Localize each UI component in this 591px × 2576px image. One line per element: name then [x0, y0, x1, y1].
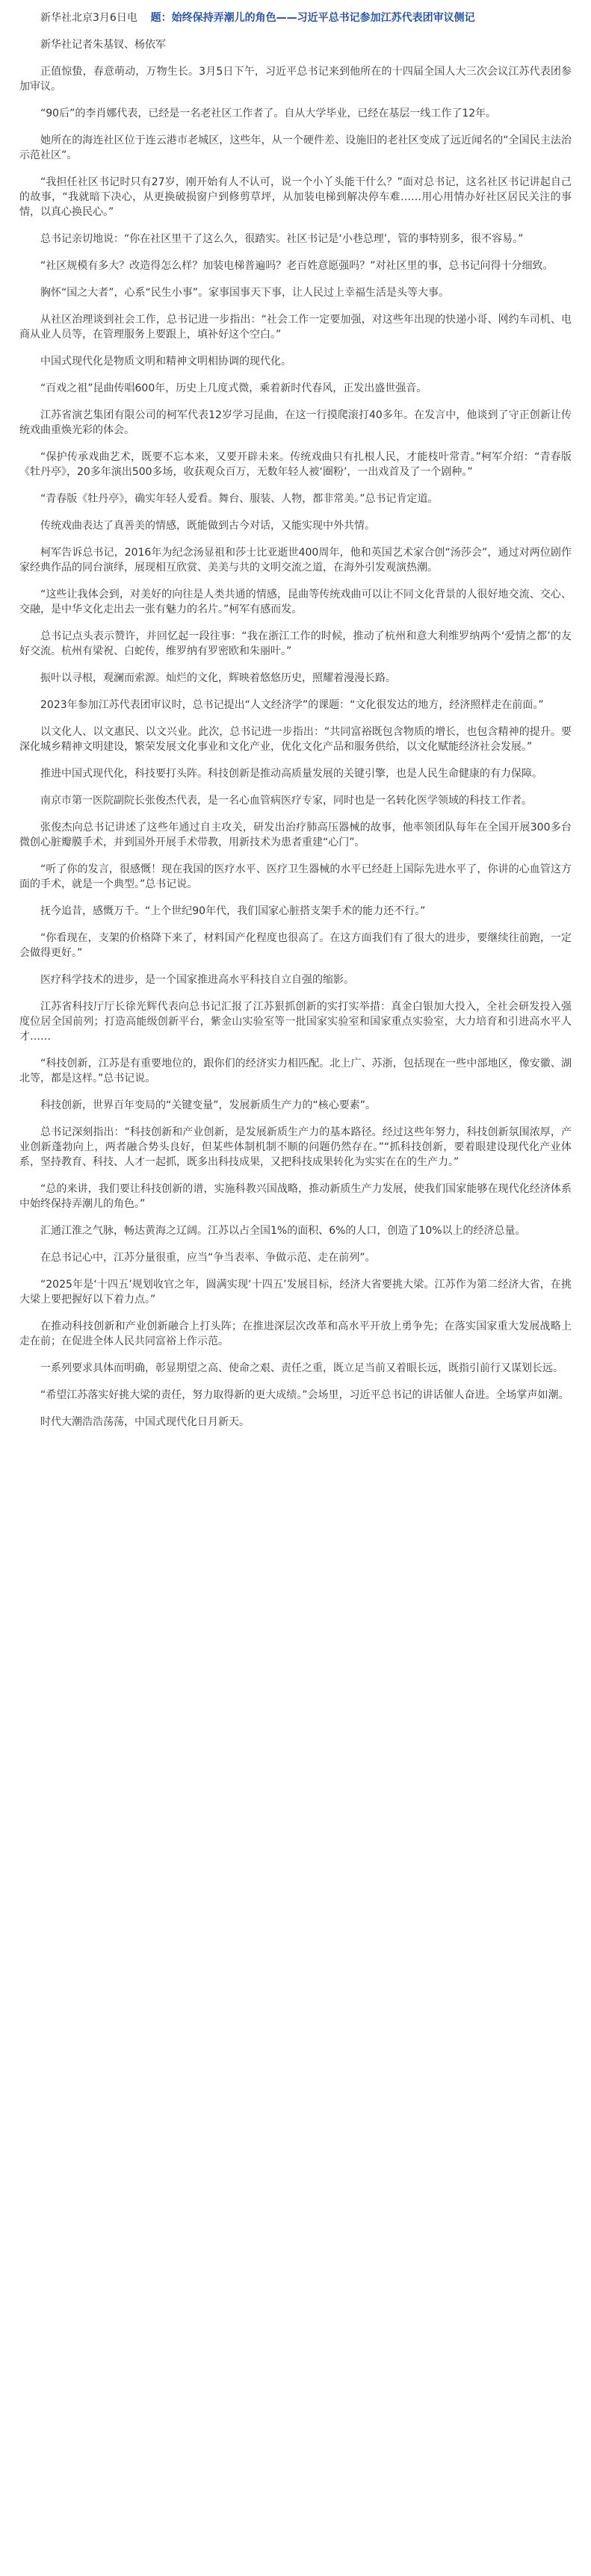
paragraph: “希望江苏落实好挑大梁的责任，努力取得新的更大成绩。”会场里，习近平总书记的讲话催人奋进。全场掌声如潮。	[40, 1389, 569, 1401]
paragraph: 汇通江淮之气脉，畅达黄海之辽阔。江苏以占全国1%的面积、6%的人口，创造了10%以上的经济总量。	[40, 1225, 526, 1237]
article-lead	[19, 10, 572, 25]
paragraph: 江苏省科技厅厅长徐光辉代表向总书记汇报了江苏狠抓创新的实打实举措：真金白银加大投入，全社会研发投入强度位居全国前列；打造高能级创新平台，紫金山实验室等一批国家实验室和国家重点实验室，大力培育和引进高水平人才……	[19, 1001, 572, 1043]
paragraph: “保护传承戏曲艺术，既要不忘本来，又要开辟未来。传统戏曲只有扎根人民，才能枝叶常青。”柯军介绍：“青春版《牡丹亭》，20多年演出500多场，收获观众百万，无数年轻人被‘圈粉’，一出戏首及了一个剧种。”	[19, 451, 572, 478]
paragraph: 2023年参加江苏代表团审议时，总书记提出“人文经济学”的课题：“文化很发达的地方，经济照样走在前面。”	[40, 699, 544, 711]
paragraph: 抚今追昔，感慨万千。“上个世纪90年代，我们国家心脏搭支架手术的能力还不行。”	[40, 905, 426, 917]
paragraph: “2025年是‘十四五’规划收官之年，圆满实现‘十四五’发展目标，经济大省要挑大梁。江苏作为第二经济大省，在挑大梁上要把握好以下着力点。”	[19, 1279, 572, 1306]
paragraph: “青春版《牡丹亭》，确实年轻人爱看。舞台、服装、人物，都非常美。”总书记肯定道。	[40, 493, 439, 505]
paragraph: 柯军告诉总书记，2016年为纪念汤显祖和莎士比亚逝世400周年，他和英国艺术家合创“汤莎会”，通过对两位剧作家经典作品的同台演绎，展现相互欣赏、美美与共的文明交流之道，在海外引发观演热潮。	[19, 547, 572, 574]
paragraph: 医疗科学技术的进步，是一个国家推进高水平科技自立自强的缩影。	[40, 974, 354, 986]
paragraph: 在推动科技创新和产业创新融合上打头阵；在推进深层次改革和高水平开放上勇争先；在落实国家重大发展战略上走在前；在促进全体人民共同富裕上作示范。	[19, 1320, 572, 1347]
paragraph: 南京市第一医院副院长张俊杰代表，是一名心血管病医疗专家，同时也是一名转化医学领域的科技工作者。	[40, 795, 532, 807]
paragraph: “科技创新，江苏是有重要地位的，跟你们的经济实力相匹配。北上广、苏浙，包括现在一些中部地区，像安徽、湖北等，都是这样。”总书记说。	[19, 1058, 572, 1084]
paragraph: 总书记亲切地说：“你在社区里干了这么久，很踏实。社区书记是‘小巷总理’，管的事特别多，很不容易。”	[40, 233, 524, 245]
paragraph: 一系列要求具体而明确，彰显期望之高、使命之艰、责任之重，既立足当前又着眼长远，既指引前行又谋划长远。	[40, 1362, 563, 1374]
paragraph: 正值惊蛰，春意萌动，万物生长。3月5日下午，习近平总书记来到他所在的十四届全国人大三次会议江苏代表团参加审议。	[19, 66, 572, 93]
paragraph: “你看现在，支架的价格降下来了，材料国产化程度也很高了。在这方面我们有了很大的进步，要继续往前跑，一定会做得更好。”	[19, 932, 572, 959]
dateline: 新华社北京3月6日电	[40, 12, 137, 24]
paragraph: 胸怀“国之大者”，心系“民生小事”。家事国事天下事，让人民过上幸福生活是头等大事。	[40, 287, 450, 299]
paragraph: 张俊杰向总书记讲述了这些年通过自主攻关，研发出治疗肺高压器械的故事，他率领团队每年在全国开展300多台微创心脏瓣膜手术，并到国外开展手术带教，用新技术为患者重建“心门”。	[19, 822, 572, 848]
paragraph: 总书记点头表示赞许，并回忆起一段往事：“我在浙江工作的时候，推动了杭州和意大利维罗纳两个‘爱情之都’的友好交流。杭州有梁祝、白蛇传，维罗纳有罗密欧和朱丽叶。”	[19, 630, 572, 657]
paragraph: 科技创新，世界百年变局的“关键变量”，发展新质生产力的“核心要素”。	[40, 1099, 377, 1111]
paragraph: 中国式现代化是物质文明和精神文明相协调的现代化。	[40, 356, 291, 367]
paragraph: 她所在的海连社区位于连云港市老城区，这些年，从一个硬件差、设施旧的老社区变成了远近闻名的“全国民主法治示范社区”。	[19, 134, 572, 161]
paragraph-list	[19, 37, 572, 1430]
paragraph: “社区规模有多大？改造得怎么样？加装电梯普遍吗？老百姓意愿强吗？”对社区里的事，总书记问得十分细致。	[40, 260, 554, 272]
byline: 新华社记者朱基钗、杨依军	[40, 39, 166, 51]
paragraph: “这些让我体会到，对美好的向往是人类共通的情感，昆曲等传统戏曲可以让不同文化背景的人很好地交流、交心、交融，是中华文化走出去一张有魅力的名片。”柯军有感而发。	[19, 589, 572, 615]
paragraph: “我担任社区书记时只有27岁，刚开始有人不认可，说一个小丫头能干什么？”面对总书记，这名社区书记讲起自己的故事，“我就暗下决心，从更换破损窗户到修剪草坪，从加装电梯到解决停车难……用心用情办好社区居民关注的事情，以真心换民心。”	[19, 176, 572, 218]
paragraph: 从社区治理谈到社会工作，总书记进一步指出：“社会工作一定要加强，对这些年出现的快递小哥、网约车司机、电商从业人员等，在管理服务上要跟上，填补好这个空白。”	[19, 314, 572, 341]
paragraph: “听了你的发言，很感慨！现在我国的医疗水平、医疗卫生器械的水平已经赶上国际先进水平了，你讲的心血管这方面的手术，就是一个典型。”总书记说。	[19, 863, 572, 890]
paragraph: “90后”的李肖娜代表，已经是一名老社区工作者了。自从大学毕业，已经在基层一线工作了12年。	[40, 108, 497, 120]
paragraph: 推进中国式现代化，科技要打头阵。科技创新是推动高质量发展的关键引擎，也是人民生命健康的有力保障。	[40, 768, 542, 780]
paragraph: 总书记深刻指出：“科技创新和产业创新，是发展新质生产力的基本路径。经过这些年努力，科技创新氛围浓厚，产业创新蓬勃向上，两者融合势头良好，但某些体制机制不顺的问题仍然存在。”“抓科技创新，要着眼建设现代化产业体系，坚持教育、科技、人才一起抓，既多出科技成果，又把科技成果转化为实实在在的生产力。”	[19, 1126, 572, 1168]
paragraph: “百戏之祖”昆曲传唱600年，历史上几度式微，乘着新时代春风，正发出盛世强音。	[40, 382, 427, 394]
paragraph: 以文化人、以文惠民、以文兴业。此次，总书记进一步指出：“共同富裕既包含物质的增长，也包含精神的提升。要深化城乡精神文明建设，繁荣发展文化事业和文化产业，优化文化产品和服务供给，以文化赋能经济社会发展。”	[19, 726, 572, 753]
paragraph: 在总书记心中，江苏分量很重，应当“争当表率、争做示范、走在前列”。	[40, 1252, 376, 1264]
paragraph: 时代大潮浩浩荡荡，中国式现代化日月新天。	[40, 1416, 250, 1428]
paragraph: 振叶以寻根，观澜而索源。灿烂的文化，辉映着悠悠历史，照耀着漫漫长路。	[40, 672, 396, 684]
paragraph: 江苏省演艺集团有限公司的柯军代表12岁学习昆曲，在这一行摸爬滚打40多年。在发言中，他谈到了守正创新让传统戏曲重焕光彩的体会。	[19, 409, 572, 436]
paragraph: “总的来讲，我们要让科技创新的谱，实施科教兴国战略，推动新质生产力发展，使我们国家能够在现代化经济体系中始终保持弄潮儿的角色。”	[19, 1183, 572, 1210]
article-headline: 题：始终保持弄潮儿的角色——习近平总书记参加江苏代表团审议侧记	[150, 12, 475, 24]
paragraph: 传统戏曲表达了真善美的情感，既能做到古今对话，又能实现中外共情。	[40, 520, 375, 532]
